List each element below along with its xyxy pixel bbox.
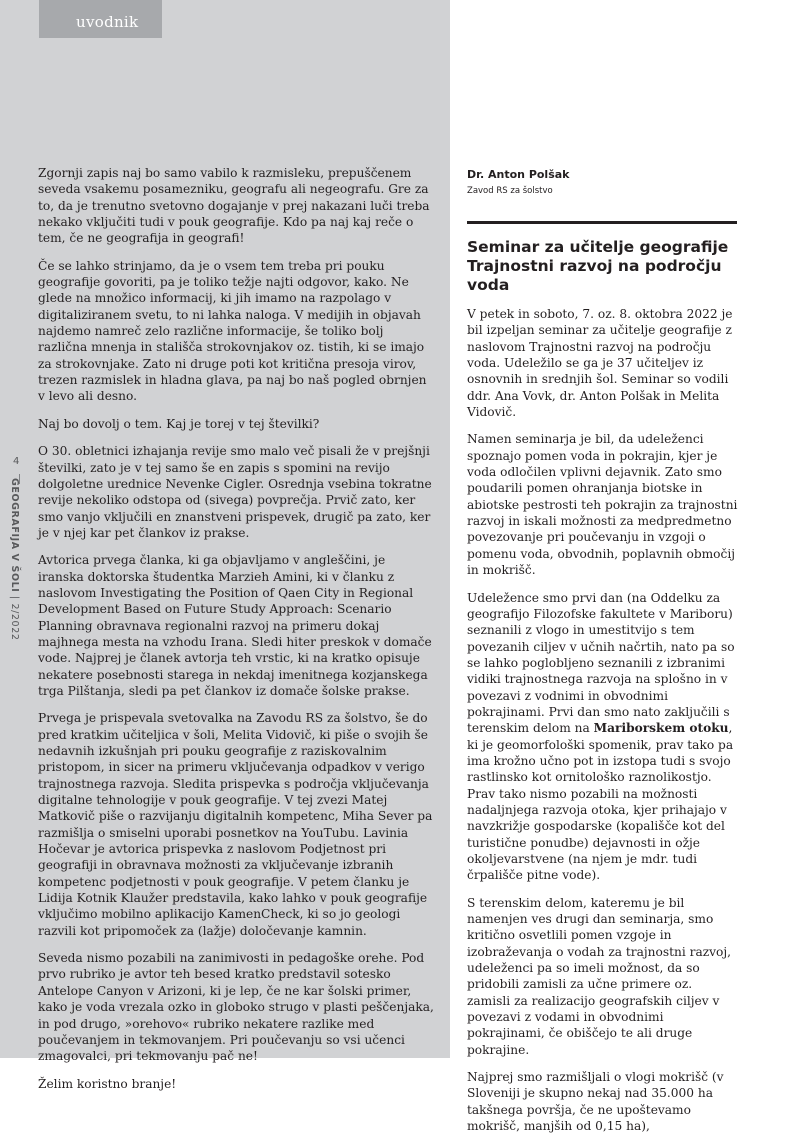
article-paragraph: V petek in soboto, 7. oz. 8. oktobra 2022 je bil izpeljan seminar za učitelje geografije z naslovom Trajnostni razvoj na področju voda. Udeležilo se ga je 37 učiteljev iz osnovnih in srednjih šol. Seminar so vodili ddr. Ana Vovk, dr. Anton Polšak in Melita Vidovič.: [467, 307, 733, 420]
article-title-line: Seminar za učitelje geografije: [467, 238, 729, 256]
journal-name: GEOGRAFIJA V ŠOLI: [9, 478, 20, 593]
editorial-paragraph: Seveda nismo pozabili na zanimivosti in pedagoške orehe. Pod prvo rubriko je avtor teh besed kratko predstavil sotesko Antelope Canyon v Arizoni, ki je lep, če ne kar šolski primer, kako je voda vrezala ozko in globoko strugo v plasti peščenjaka, in pod drugo, »orehovo« rubriko nekatere razlike med poučevanjem in tekmovanjem. Pri poučevanju so vsi učenci zmagovalci, pri tekmovanju pač ne!: [38, 951, 434, 1064]
editorial-paragraph: Prvega je prispevala svetovalka na Zavodu RS za šolstvo, še do pred kratkim učiteljica v šoli, Melita Vidovič, ki piše o svojih še nedavnih izkušnjah pri pouku geografije z raziskovalnim pristopom, in sicer na primeru vključevanja odpadkov v verigo trajnostnega razvoja. Sledita prispevka s področja vključevanja digitalne tehnologije v pouk geografije. V tej zvezi Matej Matkovič piše o razvijanju digitalnih kompetenc, Miha Sever pa razmišlja o smiselni uporabi posnetkov na YouTubu. Lavinia Hočevar je avtorica prispevka z naslovom Podjetnost pri geografiji in obravnava možnosti za vključevanje izbranih kompetenc podjetnosti v pouk geografije. V petem članku je Lidija Kotnik Klaužer predstavila, kako lahko v pouk geografije vključimo mobilno aplikacijo KamenCheck, ki so jo geologi razvili kot pripomoček za (lažje) določevanje kamnin.: [38, 711, 433, 938]
article-affiliation: Zavod RS za šolstvo: [467, 186, 553, 196]
page-number: 4: [13, 456, 20, 467]
article-author: Dr. Anton Polšak: [467, 168, 570, 181]
spine-separator: |: [9, 596, 20, 604]
editorial-paragraph: Avtorica prvega članka, ki ga objavljamo v angleščini, je iranska doktorska študentka Marzieh Amini, ki v članku z naslovom Investigating the Position of Qaen City in Regional Development Based on Future Study Approach: Scenario Planning obravnava regionalni razvoj na primeru dokaj majhnega mesta na vzhodu Irana. Sledi hiter preskok v domače vode. Najprej je članek avtorja teh vrstic, ki na kratko opisuje nekatere posebnosti starega in nekdaj imenitnega kozjanskega trga Pilštanja, sledi pa pet člankov iz domače šolske prakse.: [38, 553, 432, 698]
article-emphasis: Mariborskem otoku: [593, 721, 729, 736]
article-paragraph: S terenskim delom, kateremu je bil namenjen ves drugi dan seminarja, smo kritično osvetlili pomen vzgoje in izobraževanja o vodah za trajnostni razvoj, udeleženci pa so imeli možnost, da so pridobili zamisli za učne primere oz. zamisli za realizacijo geografskih ciljev v povezavi z vodami in obvodnimi pokrajinami, če obiščejo te ali druge pokrajine.: [467, 895, 732, 1057]
section-tab-label: uvodnik: [76, 13, 139, 31]
section-tab: [39, 0, 162, 38]
article-title: [467, 238, 739, 295]
editorial-paragraph: Naj bo dovolj o tem. Kaj je torej v tej številki?: [38, 416, 320, 431]
editorial-paragraph: Če se lahko strinjamo, da je o vsem tem treba pri pouku geografije govoriti, pa je toliko težje najti odgovor, kako. Ne glede na množico informacij, ki jih imamo na razpolago v digitaliziranem svetu, to ni lahka naloga. V medijih in objavah najdemo namreč zelo različne informacije, še toliko bolj različna mnenja in stališča strokovnjakov oz. tistih, ki se imajo za strokovnjake. Zato ni druge poti kot kritična presoja virov, trezen razmislek in hladna glava, pa naj bo naš pogled obrnjen v levo ali desno.: [38, 258, 427, 404]
issue-number: 2/2022: [9, 603, 20, 641]
article-column: [467, 168, 739, 1146]
title-rule: [467, 221, 737, 224]
article-body: [467, 306, 739, 1135]
editorial-paragraph: Želim koristno branje!: [38, 1076, 177, 1091]
editorial-paragraph: Zgornji zapis naj bo samo vabilo k razmisleku, prepuščenem seveda vsakemu posamezniku, geografu ali negeografu. Gre za to, da je trenutno svetovno dogajanje v prej nakazani luči treba nekako vključiti tudi v pouk geografije. Kdo pa naj kaj reče o tem, če ne geografija in geografi!: [38, 166, 430, 246]
article-text: Udeležence smo prvi dan (na Oddelku za geografijo Filozofske fakultete v Mariboru) seznanili z vlogo in umestitvijo s tem povezanih ciljev v učnih načrtih, nato pa so se lahko poglobljeno seznanili z izbranimi vidiki trajnostnega razvoja na splošno in v povezavi z vodnimi in obvodnimi pokrajinami. Prvi dan smo nato zaključili s terenskim delom na: [467, 590, 735, 736]
article-paragraph: [467, 590, 739, 884]
running-footer: [9, 478, 20, 641]
article-paragraph: Najprej smo razmišljali o vlogi mokrišč (v Sloveniji je skupno nekaj nad 35.000 ha takšnega površja, če ne upoštevamo mokrišč, manjših od 0,15 ha),: [467, 1070, 724, 1134]
article-title-line: Trajnostni razvoj na področju voda: [467, 257, 722, 294]
article-paragraph: Namen seminarja je bil, da udeleženci spoznajo pomen voda in pokrajin, kjer je voda odločilen vplivni dejavnik. Zato smo poudarili pomen ohranjanja biotske in abiotske pestrosti teh pokrajin za trajnostni razvoj in iskali možnosti za medpredmetno povezovanje pri poučevanju in vzgoji o pomenu voda, obvodnih, poplavnih območij in mokrišč.: [467, 432, 738, 578]
editorial-paragraph: O 30. obletnici izhajanja revije smo malo več pisali že v prejšnji številki, zato je v tej samo še en zapis s spomini na revijo dolgoletne urednice Nevenke Cigler. Osrednja vsebina tokratne revije nekoliko odstopa od (sivega) povprečja. Prvič zato, ker smo vanjo vključili en znanstveni prispevek, drugič pa zato, ker je v njej kar pet člankov iz prakse.: [38, 444, 432, 540]
article-text: , ki je geomorfološki spomenik, prav tako pa ima krožno učno pot in izstopa tudi s svojo rastlinsko kot ornitološko raznolikostjo. Prav tako nismo pozabili na možnosti nadaljnjega razvoja otoka, kjer prihajajo v navzkrižje gospodarske (kopališče kot del turistične ponudbe) dejavnosti in ožje okoljevarstvene (na njem je mdr. tudi črpališče pitne vode).: [467, 721, 734, 883]
editorial-text: [38, 165, 434, 1103]
